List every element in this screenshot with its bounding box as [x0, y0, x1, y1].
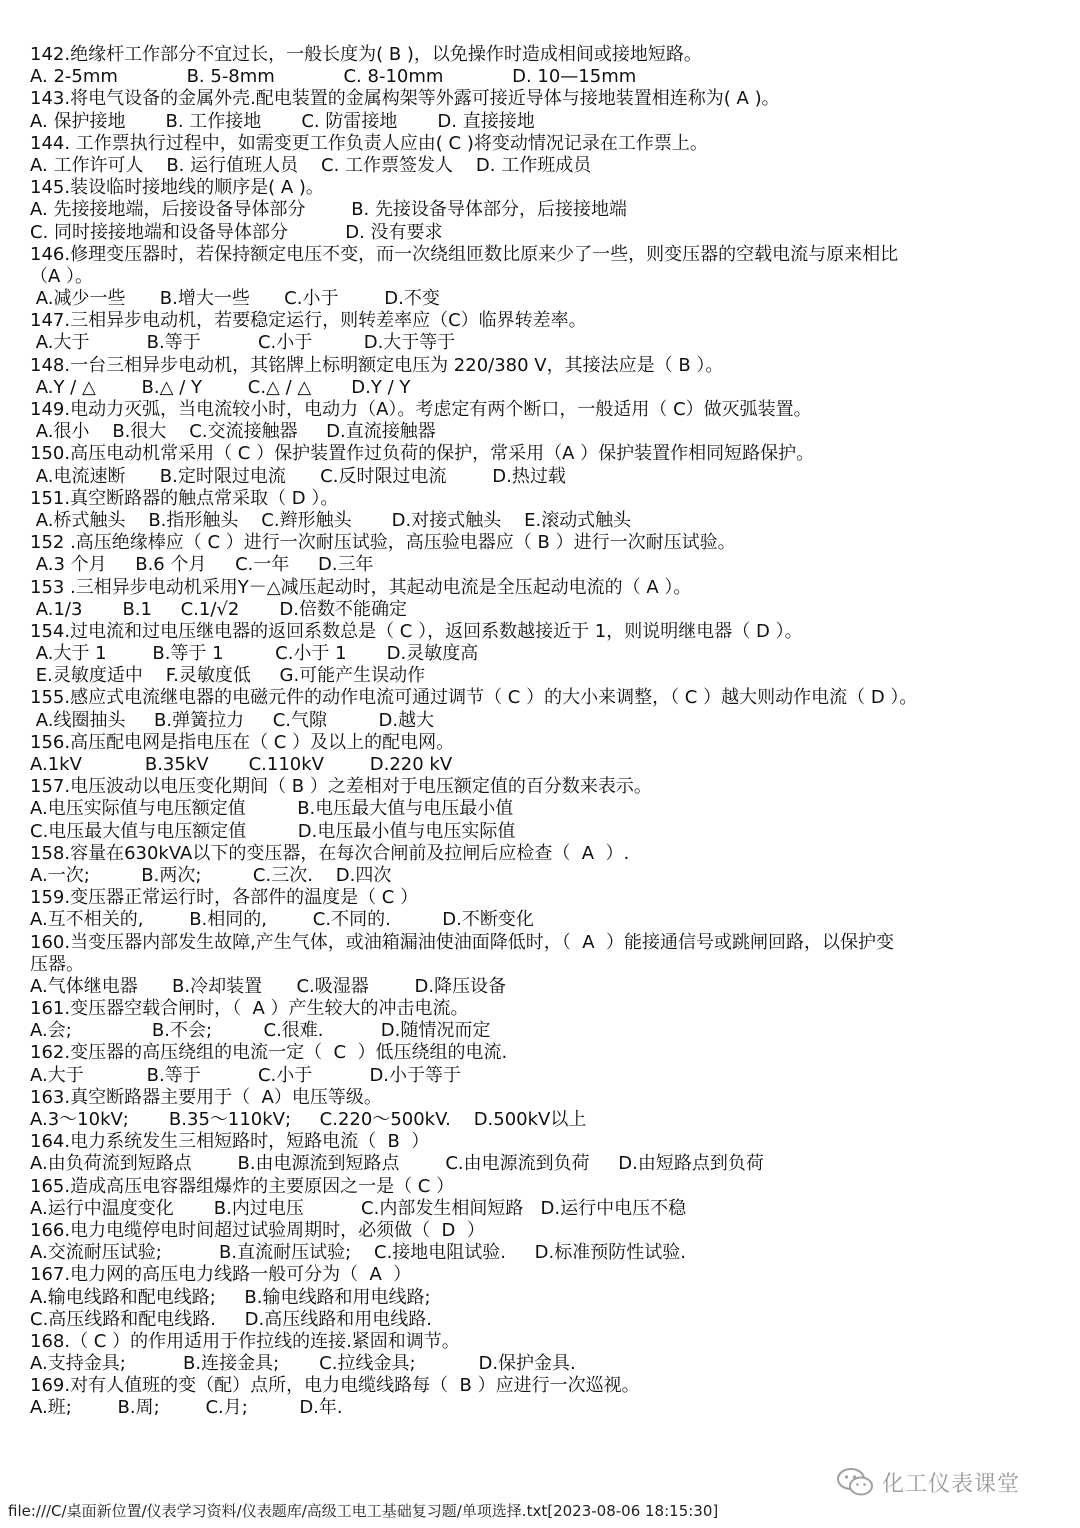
file-path-footer: file:///C/桌面新位置/仪表学习资料/仪表题库/高级工电工基础复习题/单项选择.txt[2023-08-06 18:15:30]: [8, 1502, 719, 1520]
text-line: A.减少一些 B.增大一些 C.小于 D.不变: [30, 288, 440, 310]
text-line: 165.造成高压电容器组爆炸的主要原因之一是（ C ）: [30, 1175, 455, 1197]
text-line: 156.高压配电网是指电压在（ C ）及以上的配电网。: [30, 731, 455, 753]
text-line: 146.修理变压器时，若保持额定电压不变，而一次绕组匝数比原来少了一些，则变压器的空载电流与原来相比: [30, 243, 899, 265]
text-line: 160.当变压器内部发生故障,产生气体，或油箱漏油使油面降低时，（ A ）能接通信号或跳闸回路，以保护变: [30, 931, 894, 953]
text-line: A.1kV B.35kV C.110kV D.220 kV: [30, 754, 453, 776]
text-line: C. 同时接接地端和设备导体部分 D. 没有要求: [30, 221, 443, 243]
text-line: 169.对有人值班的变（配）点所，电力电缆线路每（ B ）应进行一次巡视。: [30, 1375, 640, 1397]
text-line: 161.变压器空载合闸时，（ A ）产生较大的冲击电流。: [30, 998, 469, 1020]
text-line: A.电流速断 B.定时限过电流 C.反时限过电流 D.热过载: [30, 465, 566, 487]
text-line: 147.三相异步电动机，若要稳定运行，则转差率应（C）临界转差率。: [30, 310, 587, 332]
text-line: C.电压最大值与电压额定值 D.电压最小值与电压实际值: [30, 820, 516, 842]
text-line: 162.变压器的高压绕组的电流一定（ C ）低压绕组的电流.: [30, 1042, 508, 1064]
text-line: A. 2-5mm B. 5-8mm C. 8-10mm D. 10—15mm: [30, 66, 637, 88]
text-line: A.大于 B.等于 C.小于 D.小于等于: [30, 1064, 462, 1086]
text-line: 压器。: [30, 953, 84, 975]
text-line: 152 .高压绝缘棒应（ C ）进行一次耐压试验，高压验电器应（ B ）进行一次耐压试验。: [30, 532, 736, 554]
text-line: 143.将电气设备的金属外壳.配电装置的金属构架等外露可接近导体与接地装置相连称为( A )。: [30, 88, 780, 110]
watermark-text: 化工仪表课堂: [882, 1471, 1021, 1497]
text-line: 145.装设临时接地线的顺序是( A )。: [30, 177, 324, 199]
text-line: 151.真空断路器的触点常采取（ D ）。: [30, 487, 339, 509]
text-line: A.大于 1 B.等于 1 C.小于 1 D.灵敏度高: [30, 643, 479, 665]
text-line: 150.高压电动机常采用（ C ）保护装置作过负荷的保护，常采用（A ）保护装置作相同短路保护。: [30, 443, 815, 465]
text-line: E.灵敏度适中 F.灵敏度低 G.可能产生误动作: [30, 665, 426, 687]
text-line: 163.真空断路器主要用于（ A）电压等级。: [30, 1086, 382, 1108]
text-line: A.由负荷流到短路点 B.由电源流到短路点 C.由电源流到负荷 D.由短路点到负荷: [30, 1153, 764, 1175]
text-line: A.桥式触头 B.指形触头 C.辫形触头 D.对接式触头 E.滚动式触头: [30, 509, 632, 531]
text-line: A.线圈抽头 B.弹簧拉力 C.气隙 D.越大: [30, 709, 435, 731]
text-line: 142.绝缘杆工作部分不宜过长，一般长度为( B )，以免操作时造成相间或接地短路。: [30, 44, 702, 65]
text-line: A.运行中温度变化 B.内过电压 C.内部发生相间短路 D.运行中电压不稳: [30, 1197, 687, 1219]
text-line: C.高压线路和配电线路. D.高压线路和用电线路.: [30, 1308, 432, 1330]
text-line: 168.（ C ）的作用适用于作拉线的连接.紧固和调节。: [30, 1330, 460, 1352]
text-line: 157.电压波动以电压变化期间（ B ）之差相对于电压额定值的百分数来表示。: [30, 776, 652, 798]
text-line: 154.过电流和过电压继电器的返回系数总是（ C ），返回系数越接近于 1，则说明继电器（ D ）。: [30, 620, 803, 642]
text-line: A.互不相关的, B.相同的, C.不同的. D.不断变化: [30, 909, 534, 931]
text-line: A.电压实际值与电压额定值 B.电压最大值与电压最小值: [30, 798, 514, 820]
text-line: A. 保护接地 B. 工作接地 C. 防雷接地 D. 直接接地: [30, 110, 535, 132]
question-list: [30, 44, 1050, 1420]
text-line: A.3～10kV; B.35～110kV; C.220～500kV. D.500kV以上: [30, 1109, 587, 1131]
text-line: A.班; B.周; C.月; D.年.: [30, 1397, 343, 1419]
text-line: 167.电力网的高压电力线路一般可分为（ A ）: [30, 1264, 412, 1286]
text-line: A.大于 B.等于 C.小于 D.大于等于: [30, 332, 456, 354]
text-line: A.Y / △ B.△ / Y C.△ / △ D.Y / Y: [30, 376, 411, 398]
text-line: 166.电力电缆停电时间超过试验周期时，必须做（ D ）: [30, 1219, 485, 1241]
text-line: 159.变压器正常运行时，各部件的温度是（ C ）: [30, 887, 419, 909]
text-line: A.一次; B.两次; C.三次. D.四次: [30, 864, 392, 886]
text-line: A. 工作许可人 B. 运行值班人员 C. 工作票签发人 D. 工作班成员: [30, 154, 592, 176]
text-line: 153 .三相异步电动机采用Y－△减压起动时，其起动电流是全压起动电流的（ A ）。: [30, 576, 692, 598]
text-line: A.支持金具; B.连接金具; C.拉线金具; D.保护金具.: [30, 1353, 576, 1375]
text-line: （A ）。: [30, 265, 94, 287]
text-line: A.很小 B.很大 C.交流接触器 D.直流接触器: [30, 421, 436, 443]
question-155: 155.感应式电流继电器的电磁元件的动作电流可通过调节（ C ）的大小来调整，（ C ）越大则动作电流（ D ）。: [30, 687, 918, 709]
text-line: 144. 工作票执行过程中，如需变更工作负责人应由( C )将变动情况记录在工作票上。: [30, 132, 708, 154]
text-line: A.1/3 B.1 C.1/√2 D.倍数不能确定: [30, 598, 407, 620]
text-line: A. 先接接地端，后接设备导体部分 B. 先接设备导体部分，后接接地端: [30, 199, 628, 221]
text-line: A.会; B.不会; C.很难. D.随情况而定: [30, 1020, 491, 1042]
text-line: 158.容量在630kVA以下的变压器，在每次合闸前及拉闸后应检查（ A ）.: [30, 842, 630, 864]
text-line: A.输电线路和配电线路; B.输电线路和用电线路;: [30, 1286, 431, 1308]
text-line: 164.电力系统发生三相短路时，短路电流（ B ）: [30, 1131, 430, 1153]
wechat-icon: [836, 1467, 874, 1497]
watermark: [836, 1462, 1020, 1502]
text-line: A.3 个月 B.6 个月 C.一年 D.三年: [30, 554, 374, 576]
text-line: 148.一台三相异步电动机，其铭牌上标明额定电压为 220/380 V，其接法应是（ B ）。: [30, 354, 724, 376]
text-line: 149.电动力灭弧，当电流较小时，电动力（A）。考虑定有两个断口，一般适用（ C）做灭弧装置。: [30, 399, 812, 420]
text-line: A.交流耐压试验; B.直流耐压试验; C.接地电阻试验. D.标准预防性试验.: [30, 1242, 686, 1264]
text-line: A.气体继电器 B.冷却装置 C.吸湿器 D.降压设备: [30, 975, 507, 997]
